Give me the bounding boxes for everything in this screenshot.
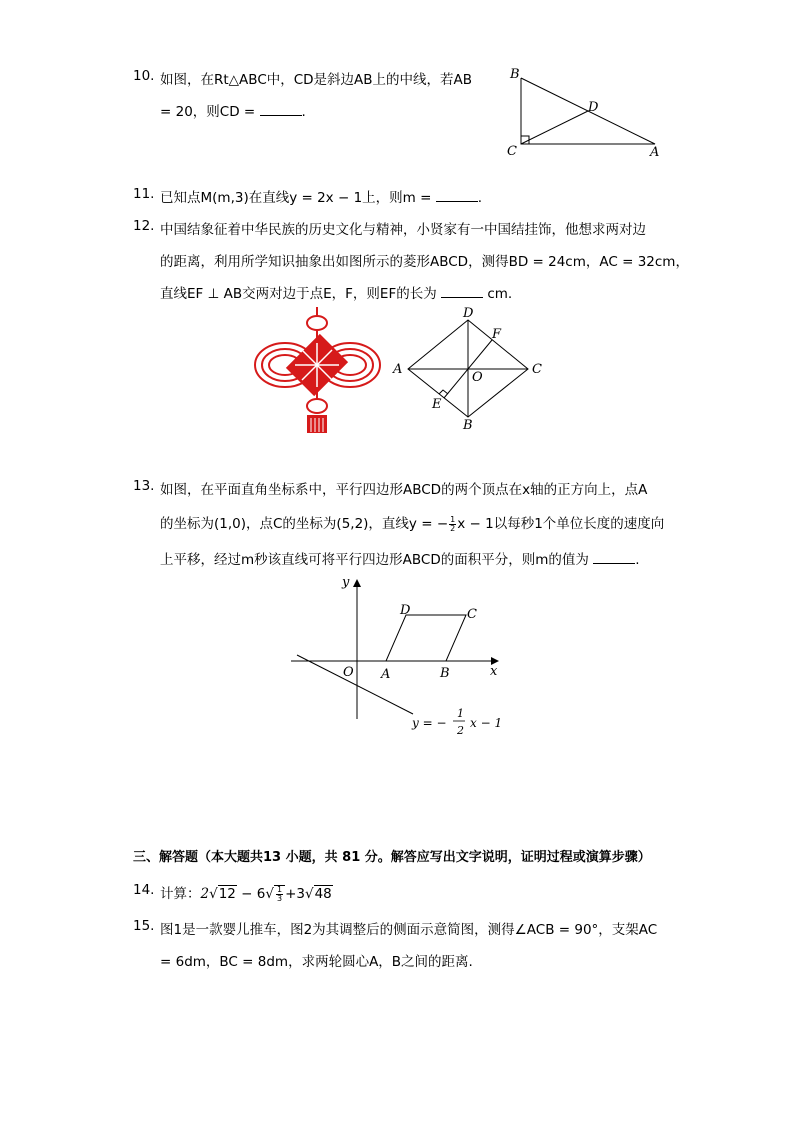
chinese-knot-image	[250, 305, 385, 435]
answer-blank[interactable]	[441, 285, 483, 298]
question-text: 如图，在Rt△ABC中，CD是斜边AB上的中线，若AB	[160, 72, 473, 88]
question-text: = 6dm，BC = 8dm，求两轮圆心A，B之间的距离.	[160, 954, 473, 970]
question-text: 直线EF ⊥ AB交两对边于点E，F，则EF的长为 cm.	[160, 286, 513, 302]
question-text: 的坐标为(1,0)，点C的坐标为(5,2)，直线y = − $\frac{1}{2}$ x − 1以每秒1个单位长度的速度向	[160, 514, 665, 533]
answer-blank[interactable]	[260, 103, 302, 116]
equation-tail: x − 1	[470, 716, 503, 730]
vertex-c-label: C	[467, 607, 477, 622]
equation-numerator: 1	[457, 707, 464, 720]
vertex-b-label: B	[510, 67, 520, 82]
question-number: 10.	[133, 68, 155, 84]
x-axis-label: x	[490, 664, 498, 679]
question-text: 的距离，利用所学知识抽象出如图所示的菱形ABCD，测得BD = 24cm，AC = 32cm，	[160, 254, 689, 270]
answer-blank[interactable]	[436, 189, 478, 202]
question-text: 计算：2√12 − 6√ $\frac{1}{3}$ +3√48	[160, 884, 332, 903]
center-o-label: O	[472, 370, 483, 385]
vertex-a-label: A	[650, 145, 660, 160]
section-heading: 三、解答题（本大题共13 小题，共 81 分。解答应写出文字说明，证明过程或演算步骤）	[133, 850, 651, 865]
point-e-label: E	[432, 397, 442, 412]
question-text: 图1是一款婴儿推车，图2为其调整后的侧面示意简图，测得∠ACB = 90°，支架AC	[160, 922, 658, 938]
question-number: 14.	[133, 882, 155, 898]
right-triangle-figure	[500, 62, 670, 162]
vertex-a-label: A	[381, 667, 391, 682]
question-text: 如图，在平面直角坐标系中，平行四边形ABCD的两个顶点在x轴的正方向上，点A	[160, 482, 648, 498]
vertex-d-label: D	[588, 100, 599, 115]
y-axis-label: y	[342, 575, 350, 590]
equation-denominator: 2	[457, 724, 464, 737]
question-number: 13.	[133, 478, 155, 494]
vertex-d-label: D	[463, 306, 474, 321]
vertex-b-label: B	[440, 666, 450, 681]
question-text: 已知点M(m,3)在直线y = 2x − 1上，则m = .	[160, 190, 483, 206]
vertex-d-label: D	[400, 603, 411, 618]
question-text: = 20，则CD = .	[160, 104, 306, 120]
origin-label: O	[343, 665, 354, 680]
vertex-c-label: C	[507, 144, 517, 159]
answer-blank[interactable]	[593, 551, 635, 564]
rhombus-figure	[388, 305, 548, 435]
vertex-a-label: A	[393, 362, 403, 377]
vertex-c-label: C	[532, 362, 542, 377]
question-number: 12.	[133, 218, 155, 234]
point-f-label: F	[492, 327, 502, 342]
coordinate-plane-figure	[285, 572, 525, 742]
question-text: 中国结象征着中华民族的历史文化与精神，小贤家有一中国结挂饰，他想求两对边	[160, 222, 646, 238]
question-number: 15.	[133, 918, 155, 934]
fraction: $\frac{1}{2}$	[450, 514, 456, 533]
line-equation-label: y = −	[412, 716, 447, 730]
fraction: $\frac{1}{3}$	[276, 884, 283, 903]
question-text: 上平移，经过m秒该直线可将平行四边形ABCD的面积平分，则m的值为 .	[160, 552, 640, 568]
vertex-b-label: B	[463, 418, 473, 433]
question-number: 11.	[133, 186, 155, 202]
